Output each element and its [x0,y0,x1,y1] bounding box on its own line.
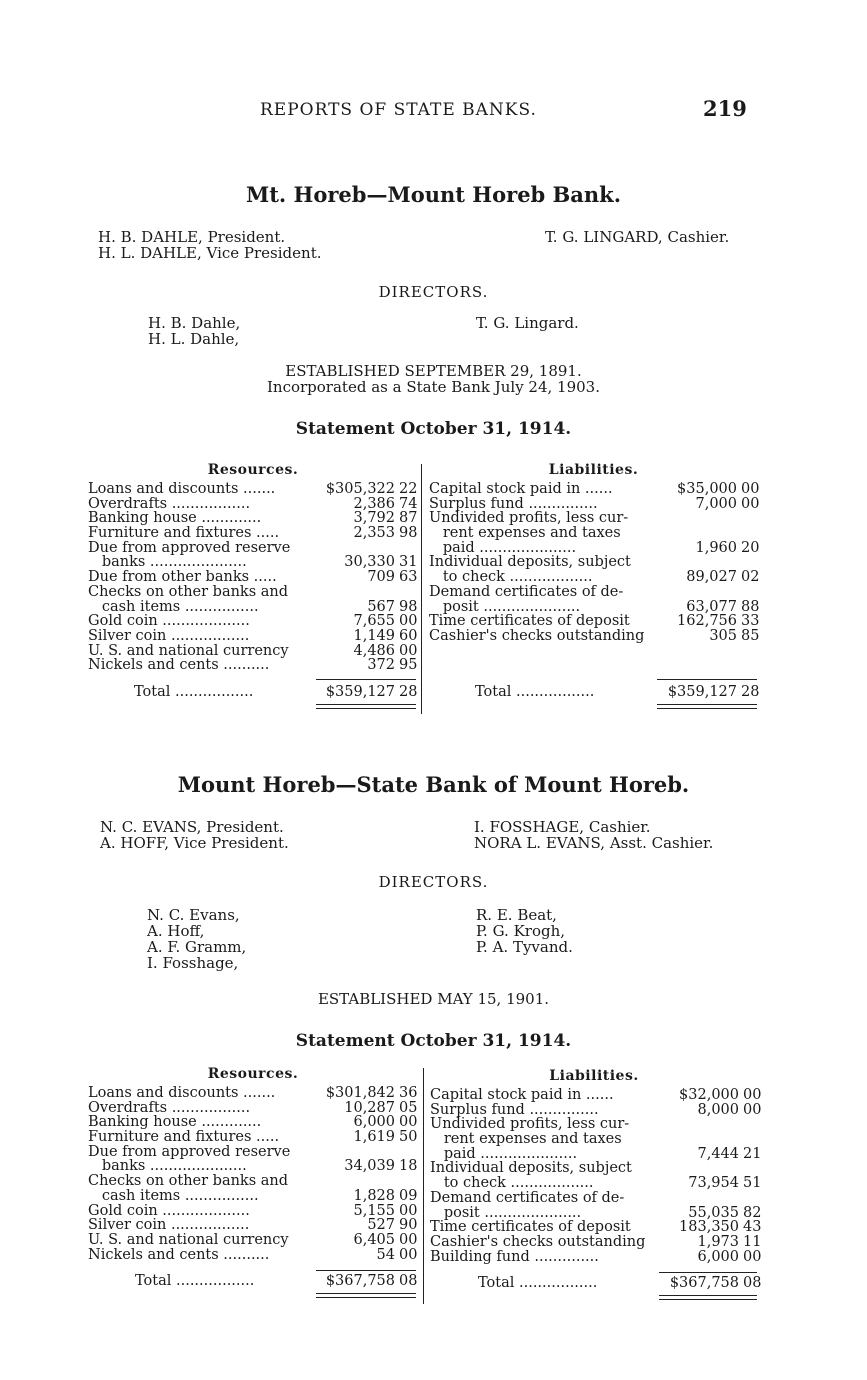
row-cents: 63 [399,569,418,586]
established [0,991,867,1007]
table-row [88,1204,418,1219]
row-cents: 05 [399,1099,418,1116]
officers [0,819,867,853]
row-label: rent expenses and taxes [430,1131,622,1148]
row-dollars: $32,000 [679,1087,739,1103]
table-row [88,1174,418,1189]
row-dollars: $301,842 [325,1085,395,1101]
row-label: Due from other banks ..... [88,569,277,586]
row-cents: 90 [399,1217,418,1234]
liabilities-column [429,462,758,644]
total-resources [88,1273,418,1289]
row-label: to check .................. [429,569,593,586]
officers-right [545,229,729,245]
row-label: Demand certificates of de- [429,583,624,600]
table-row [88,614,418,629]
row-cents: 22 [399,481,418,497]
bank-title: Mt. Horeb—Mount Horeb Bank. [245,182,622,207]
row-cents: 36 [399,1085,418,1101]
table-row [430,1132,758,1147]
row-label: paid ..................... [430,1145,578,1162]
row-label: Loans and discounts ....... [88,481,276,497]
row-cents: 09 [399,1187,418,1204]
row-label: paid ..................... [429,539,577,556]
resources-heading: Resources. [207,1066,299,1082]
row-label: Building fund .............. [430,1248,599,1265]
table-row [88,555,418,570]
officers-left [100,819,289,851]
row-dollars: 1,828 [353,1187,395,1204]
officer: H. B. DAHLE, President. [98,228,286,246]
row-cents: 85 [741,627,760,644]
row-cents: 02 [741,569,760,586]
established [0,363,867,395]
directors-left [147,907,246,971]
row-cents: 00 [399,613,418,630]
column-divider [421,464,422,714]
row-label: Time certificates of deposit [429,613,630,630]
row-label: cash items ................ [88,1187,259,1204]
table-row [88,1248,418,1263]
double-rule [657,704,757,709]
table-row [430,1233,762,1250]
total-cents: 08 [743,1275,762,1291]
row-dollars: 30,330 [344,554,395,571]
row-label: Banking house ............. [88,510,262,527]
row-dollars: 73,954 [688,1175,739,1192]
table-row [429,585,758,600]
row-cents: 43 [743,1219,762,1236]
table-row [88,1189,418,1204]
row-label: Capital stock paid in ...... [429,481,613,497]
double-rule [659,1295,757,1300]
row-label: Undivided profits, less cur- [430,1116,630,1133]
row-cents: 88 [741,598,760,615]
table-row [430,1175,762,1192]
table-row [430,1191,758,1206]
subtotal-rule [657,679,757,680]
row-dollars: 527 [367,1217,395,1234]
running-head [0,96,867,126]
table-row [429,555,758,570]
row-cents: 00 [741,495,760,512]
liabilities-heading: Liabilities. [549,1068,639,1084]
row-label: Furniture and fixtures ..... [88,1129,280,1146]
subtotal-rule [316,679,416,680]
row-label: Undivided profits, less cur- [429,510,629,527]
row-label: Due from approved reserve [88,1143,291,1160]
row-dollars: $305,322 [325,481,395,497]
statement-table [88,1066,762,1312]
director: R. E. Beat, [476,906,557,924]
row-cents: 87 [399,510,418,527]
row-dollars: 34,039 [344,1158,395,1175]
row-dollars: 7,655 [353,613,395,630]
director: A. F. Gramm, [147,938,247,956]
established-line: ESTABLISHED SEPTEMBER 29, 1891. [285,362,582,380]
row-cents: 00 [399,1231,418,1248]
row-label: Capital stock paid in ...... [430,1087,614,1103]
row-cents: 00 [743,1101,762,1118]
row-label: banks ..................... [88,1158,247,1175]
page-number: 219 [703,96,747,121]
row-cents: 00 [399,1246,418,1263]
table-row [429,629,758,644]
liabilities-column [430,1066,762,1265]
row-cents: 95 [399,657,418,674]
total-dollars: $367,758 [325,1273,395,1289]
officer: A. HOFF, Vice President. [100,834,289,852]
table-row [88,658,418,673]
directors-heading: DIRECTORS. [378,283,489,301]
row-dollars: 5,155 [353,1202,395,1219]
row-cents: 00 [743,1248,762,1265]
row-label: Overdrafts ................. [88,1099,251,1116]
director: T. G. Lingard. [476,314,579,332]
subtotal-rule [659,1272,757,1273]
total-liabilities [429,684,758,700]
table-row [88,526,418,541]
row-label: Surplus fund ............... [429,495,598,512]
row-label: banks ..................... [88,554,247,571]
row-label: Gold coin ................... [88,613,250,630]
total-label: Total ................. [478,1275,598,1291]
row-label: Checks on other banks and [88,583,289,600]
row-dollars: 1,960 [695,539,737,556]
directors-heading: DIRECTORS. [378,873,489,891]
bank-section [0,772,867,1051]
directors-right [476,315,579,331]
table-row [88,1115,418,1130]
director: A. Hoff, [147,922,205,940]
table-row [88,1086,418,1101]
row-dollars: 89,027 [686,569,737,586]
row-dollars: 63,077 [686,598,737,615]
total-label: Total ................. [134,684,254,700]
officers-left [98,229,321,261]
directors-left [148,315,240,347]
directors [0,907,867,971]
table-row [88,629,418,644]
total-liabilities [430,1275,762,1291]
row-dollars: 10,287 [344,1099,395,1116]
row-cents: 11 [743,1233,762,1250]
row-label: Nickels and cents .......... [88,1246,270,1263]
row-dollars: 372 [367,657,395,674]
row-label: Checks on other banks and [88,1173,289,1190]
row-label: to check .................. [430,1175,594,1192]
row-cents: 82 [743,1204,762,1221]
row-label: Cashier's checks outstanding [429,627,645,644]
directors [0,315,867,349]
row-cents: 60 [399,627,418,644]
total-dollars: $359,127 [325,684,395,700]
row-cents: 00 [399,642,418,659]
director: H. L. Dahle, [148,330,240,348]
resources-rows [88,1086,418,1262]
table-row [430,1145,762,1162]
officers-right [474,819,713,851]
table-row [88,585,418,600]
table-row [88,600,418,615]
table-row [88,482,418,497]
officer: H. L. DAHLE, Vice President. [98,244,322,262]
row-label: posit ..................... [429,598,581,615]
row-label: Time certificates of deposit [430,1219,631,1236]
row-label: Cashier's checks outstanding [430,1233,646,1250]
officer: T. G. LINGARD, Cashier. [545,228,730,246]
table-row [430,1087,762,1103]
resources-heading: Resources. [207,462,299,478]
row-dollars: 4,486 [353,642,395,659]
resources-column [88,462,418,673]
table-row [88,541,418,556]
row-dollars: 162,756 [677,613,737,630]
subtotal-rule [316,1270,416,1271]
row-label: cash items ................ [88,598,259,615]
row-label: posit ..................... [430,1204,582,1221]
total-dollars: $367,758 [669,1275,739,1291]
row-dollars: 7,000 [695,495,737,512]
table-row [429,511,758,526]
statement-table [88,462,758,724]
table-row [429,614,758,629]
row-cents: 00 [399,1114,418,1131]
row-cents: 33 [741,613,760,630]
row-cents: 00 [743,1087,762,1103]
row-cents: 98 [399,598,418,615]
row-dollars: 7,444 [697,1145,739,1162]
liabilities-heading: Liabilities. [548,462,639,478]
total-cents: 08 [399,1273,418,1289]
director: P. G. Krogh, [476,922,566,940]
table-row [430,1101,762,1118]
total-cents: 28 [741,684,760,700]
table-row [88,1101,418,1116]
row-label: Silver coin ................. [88,1217,250,1234]
row-label: Loans and discounts ....... [88,1085,276,1101]
table-row [430,1204,762,1221]
double-rule [316,1293,416,1298]
table-row [430,1161,758,1176]
row-dollars: 1,619 [353,1129,395,1146]
row-label: Demand certificates of de- [430,1189,625,1206]
total-cents: 28 [399,684,418,700]
row-dollars: 6,000 [353,1114,395,1131]
table-row [430,1219,762,1236]
bank-section [0,182,867,439]
row-cents: 21 [743,1145,762,1162]
row-cents: 18 [399,1158,418,1175]
table-row [88,1218,418,1233]
liabilities-rows [430,1087,762,1265]
statement-title: Statement October 31, 1914. [295,419,572,439]
row-label: Individual deposits, subject [430,1160,632,1177]
row-cents: 74 [399,495,418,512]
row-dollars: 54 [376,1246,395,1263]
established-line: ESTABLISHED MAY 15, 1901. [317,990,550,1008]
liabilities-rows [429,482,758,644]
row-label: Banking house ............. [88,1114,262,1131]
bank-title: Mount Horeb—State Bank of Mount Horeb. [177,772,690,797]
row-dollars: 1,149 [353,627,395,644]
row-label: U. S. and national currency [88,642,289,659]
officer: I. FOSSHAGE, Cashier. [474,818,651,836]
officer: N. C. EVANS, President. [100,818,284,836]
table-row [430,1248,762,1265]
total-resources [88,684,418,700]
table-row [88,497,418,512]
incorporated-line: Incorporated as a State Bank July 24, 1903. [266,378,600,396]
row-label: U. S. and national currency [88,1231,289,1248]
resources-rows [88,482,418,673]
row-label: Individual deposits, subject [429,554,631,571]
row-cents: 31 [399,554,418,571]
director: N. C. Evans, [147,906,240,924]
row-dollars: $35,000 [677,481,737,497]
row-label: Silver coin ................. [88,627,250,644]
statement-title: Statement October 31, 1914. [295,1031,572,1051]
total-label: Total ................. [135,1273,255,1289]
table-row [88,1233,418,1248]
row-dollars: 567 [367,598,395,615]
row-dollars: 709 [367,569,395,586]
table-row [429,570,758,585]
double-rule [316,704,416,709]
total-dollars: $359,127 [667,684,737,700]
directors-right [476,907,573,955]
table-row [88,1130,418,1145]
row-dollars: 1,973 [697,1233,739,1250]
table-row [429,526,758,541]
row-cents: 51 [743,1175,762,1192]
resources-column [88,1066,418,1262]
table-row [429,497,758,512]
table-row [430,1117,758,1132]
row-dollars: 183,350 [679,1219,739,1236]
row-dollars: 55,035 [688,1204,739,1221]
row-dollars: 6,405 [353,1231,395,1248]
director: H. B. Dahle, [148,314,241,332]
row-dollars: 305 [709,627,737,644]
row-label: Surplus fund ............... [430,1101,599,1118]
column-divider [423,1068,424,1304]
row-cents: 50 [399,1129,418,1146]
running-title: REPORTS OF STATE BANKS. [260,100,537,120]
total-label: Total ................. [475,684,595,700]
table-row [88,1159,418,1174]
row-label: rent expenses and taxes [429,525,621,542]
row-cents: 00 [399,1202,418,1219]
row-cents: 98 [399,525,418,542]
row-label: Overdrafts ................. [88,495,251,512]
row-cents: 00 [741,481,760,497]
row-dollars: 2,386 [353,495,395,512]
director: I. Fosshage, [147,954,239,972]
row-dollars: 3,792 [353,510,395,527]
table-row [429,482,758,497]
officer: NORA L. EVANS, Asst. Cashier. [474,834,714,852]
row-dollars: 6,000 [697,1248,739,1265]
row-dollars: 2,353 [353,525,395,542]
row-label: Due from approved reserve [88,539,291,556]
table-row [88,1145,418,1160]
table-row [429,600,758,615]
table-row [88,511,418,526]
row-label: Gold coin ................... [88,1202,250,1219]
row-label: Furniture and fixtures ..... [88,525,280,542]
table-row [429,541,758,556]
director: P. A. Tyvand. [476,938,573,956]
table-row [88,644,418,659]
row-cents: 20 [741,539,760,556]
row-dollars: 8,000 [697,1101,739,1118]
table-row [88,570,418,585]
officers [0,229,867,263]
row-label: Nickels and cents .......... [88,657,270,674]
